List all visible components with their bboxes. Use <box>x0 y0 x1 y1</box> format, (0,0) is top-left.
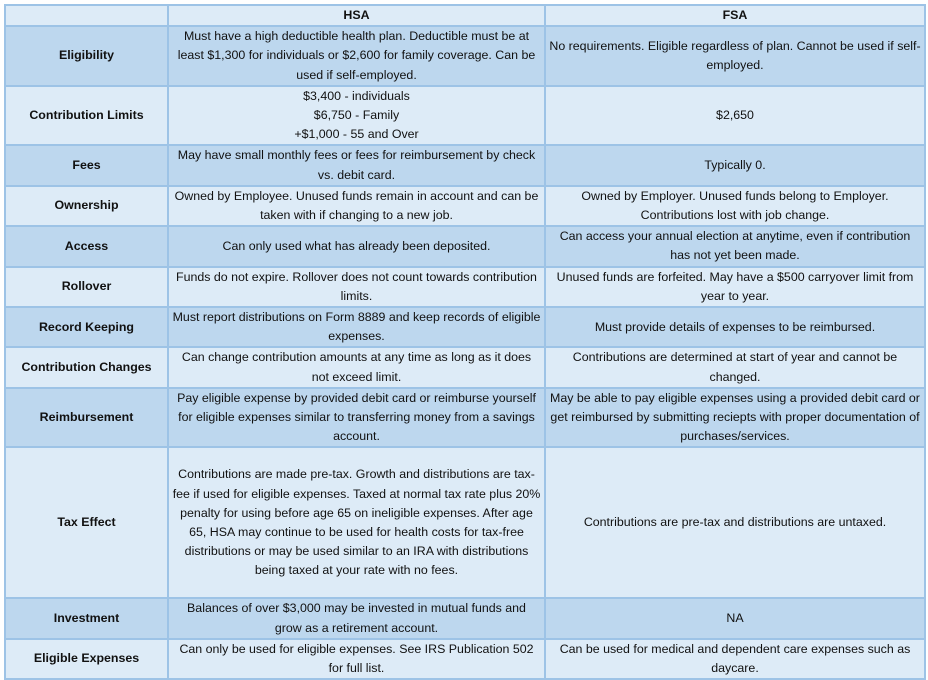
table-row <box>5 26 925 86</box>
fsa-cell: Contributions are pre-tax and distributions are untaxed. <box>545 447 925 598</box>
table-row <box>5 347 925 387</box>
row-label: Reimbursement <box>5 388 168 448</box>
fsa-cell: No requirements. Eligible regardless of plan. Cannot be used if self-employed. <box>545 26 925 86</box>
table-row <box>5 307 925 347</box>
hsa-fsa-comparison-table <box>4 4 926 680</box>
hsa-cell: Pay eligible expense by provided debit card or reimburse yourself for eligible expenses similar to transferring money from a savings account. <box>168 388 545 448</box>
table-row <box>5 447 925 598</box>
hsa-cell: Funds do not expire. Rollover does not count towards contribution limits. <box>168 267 545 307</box>
hsa-cell: Balances of over $3,000 may be invested in mutual funds and grow as a retirement account. <box>168 598 545 638</box>
fsa-cell: $2,650 <box>545 86 925 146</box>
hsa-cell: Must have a high deductible health plan. Deductible must be at least $1,300 for individuals or $2,600 for family coverage. Can be used if self-employed. <box>168 26 545 86</box>
row-label: Tax Effect <box>5 447 168 598</box>
row-label: Record Keeping <box>5 307 168 347</box>
table-row <box>5 145 925 185</box>
hsa-cell: Contributions are made pre-tax. Growth and distributions are tax-fee if used for eligible expenses. Taxed at normal tax rate plus 20% penalty for using before age 65 on ineligible expenses. After age 65, HSA may continue to be used for health costs for tax-free distributions or may be used similar to an IRA with distributions being taxed at your rate with no fees. <box>168 447 545 598</box>
fsa-cell: Typically 0. <box>545 145 925 185</box>
row-label: Fees <box>5 145 168 185</box>
hsa-cell-line: $6,750 - Family <box>313 108 400 123</box>
fsa-cell: NA <box>545 598 925 638</box>
hsa-cell: Can only used what has already been deposited. <box>168 226 545 266</box>
fsa-cell: Contributions are determined at start of year and cannot be changed. <box>545 347 925 387</box>
header-fsa: FSA <box>545 5 925 26</box>
row-label: Eligibility <box>5 26 168 86</box>
row-label: Contribution Changes <box>5 347 168 387</box>
fsa-cell: Must provide details of expenses to be reimbursed. <box>545 307 925 347</box>
table-row <box>5 267 925 307</box>
table-row <box>5 598 925 638</box>
hsa-cell: Can only be used for eligible expenses. See IRS Publication 502 for full list. <box>168 639 545 679</box>
header-blank <box>5 5 168 26</box>
table-row <box>5 86 925 146</box>
row-label: Rollover <box>5 267 168 307</box>
table-row <box>5 639 925 679</box>
fsa-cell: Can access your annual election at anytime, even if contribution has not yet been made. <box>545 226 925 266</box>
row-label: Contribution Limits <box>5 86 168 146</box>
table-row <box>5 226 925 266</box>
hsa-cell: Can change contribution amounts at any time as long as it does not exceed limit. <box>168 347 545 387</box>
hsa-cell: Owned by Employee. Unused funds remain in account and can be taken with if changing to a new job. <box>168 186 545 226</box>
table-row <box>5 186 925 226</box>
hsa-cell <box>168 86 545 146</box>
hsa-cell-line: $3,400 - individuals <box>303 88 410 103</box>
header-row <box>5 5 925 26</box>
fsa-cell: Owned by Employer. Unused funds belong to Employer. Contributions lost with job change. <box>545 186 925 226</box>
header-hsa: HSA <box>168 5 545 26</box>
fsa-cell: Unused funds are forfeited. May have a $500 carryover limit from year to year. <box>545 267 925 307</box>
hsa-cell: May have small monthly fees or fees for reimbursement by check vs. debit card. <box>168 145 545 185</box>
fsa-cell: Can be used for medical and dependent care expenses such as daycare. <box>545 639 925 679</box>
hsa-cell-line: +$1,000 - 55 and Over <box>294 127 419 142</box>
row-label: Eligible Expenses <box>5 639 168 679</box>
row-label: Ownership <box>5 186 168 226</box>
table-row <box>5 388 925 448</box>
row-label: Access <box>5 226 168 266</box>
row-label: Investment <box>5 598 168 638</box>
fsa-cell: May be able to pay eligible expenses using a provided debit card or get reimbursed by submitting reciepts with proper documentation of purchases/services. <box>545 388 925 448</box>
hsa-cell: Must report distributions on Form 8889 and keep records of eligible expenses. <box>168 307 545 347</box>
